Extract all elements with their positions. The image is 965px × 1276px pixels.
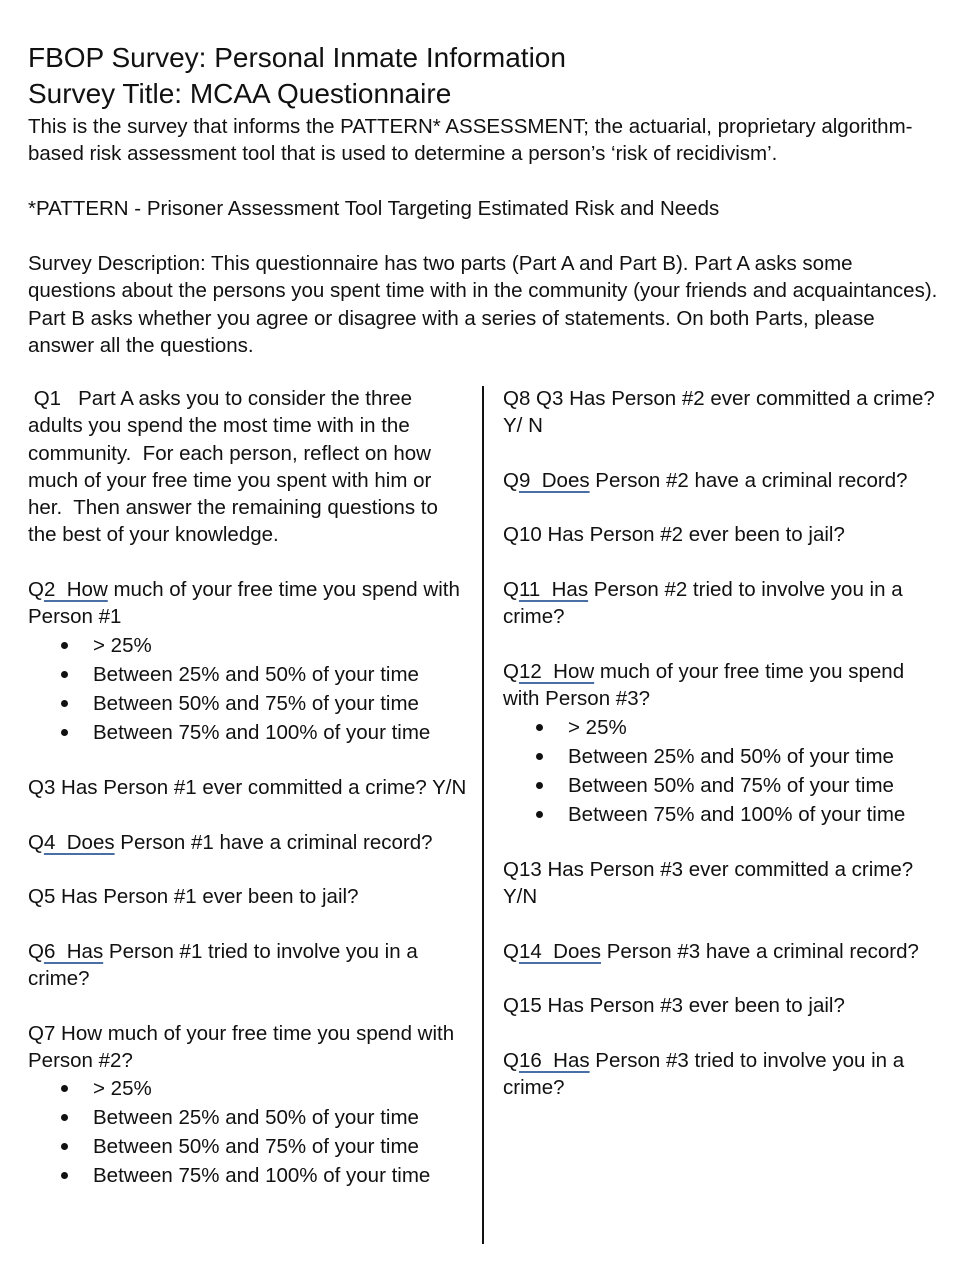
- answer-option: [503, 742, 943, 771]
- survey-heading: FBOP Survey: Personal Inmate Information: [28, 42, 566, 73]
- question-link-q9[interactable]: 9 Does: [518, 468, 590, 492]
- question-q4: [28, 829, 470, 856]
- answer-option: [503, 771, 943, 800]
- option-label: Between 75% and 100% of your time: [93, 1164, 431, 1188]
- question-text: Person #3 have a criminal record?: [601, 939, 919, 963]
- intro-paragraph: This is the survey that informs the PATTERN* ASSESSMENT; the actuarial, proprietary algorithm-based risk assessment tool that is used to determine a person’s ‘risk of recidivism’.: [28, 115, 913, 166]
- answer-option: [28, 1074, 470, 1103]
- question-q16: [503, 1047, 943, 1102]
- question-text: much of your free time you spend with Person #3?: [503, 659, 905, 711]
- question-q6: [28, 938, 470, 993]
- right-column: [503, 385, 952, 1129]
- question-prefix: Q: [503, 578, 519, 602]
- question-text: Person #2 have a criminal record?: [589, 468, 908, 492]
- option-label: Between 75% and 100% of your time: [568, 802, 906, 826]
- question-link-q16[interactable]: 16 Has: [518, 1048, 590, 1072]
- answer-option: [28, 1132, 470, 1161]
- answer-option: [28, 660, 470, 689]
- answer-options-q2: [28, 631, 470, 747]
- column-divider: [482, 386, 484, 1244]
- question-q5: Q5 Has Person #1 ever been to jail?: [28, 885, 359, 909]
- question-prefix: Q: [503, 939, 519, 963]
- option-label: Between 50% and 75% of your time: [93, 691, 419, 715]
- question-q8: Q8 Q3 Has Person #2 ever committed a crime? Y/ N: [503, 387, 952, 438]
- question-text: Person #1 have a criminal record?: [114, 830, 433, 854]
- question-q7: [28, 1020, 470, 1191]
- question-q12: [503, 658, 943, 829]
- question-link-q14[interactable]: 14 Does: [518, 939, 602, 963]
- option-label: Between 25% and 50% of your time: [93, 1106, 419, 1130]
- question-text: much of your free time you spend with Person #1: [28, 578, 460, 629]
- bullet-icon: [536, 724, 543, 731]
- pattern-definition: *PATTERN - Prisoner Assessment Tool Targeting Estimated Risk and Needs: [28, 197, 720, 220]
- option-label: > 25%: [568, 715, 627, 739]
- option-label: Between 50% and 75% of your time: [568, 773, 894, 797]
- option-label: > 25%: [93, 1077, 152, 1101]
- question-text: Person #3 tried to involve you in a crime?: [503, 1048, 905, 1100]
- question-prefix: Q: [503, 468, 519, 492]
- question-link-q11[interactable]: 11 Has: [518, 578, 589, 602]
- survey-description: Survey Description: This questionnaire has two parts (Part A and Part B). Part A asks some questions about the persons you spent time with in the community (your friends and acquaintances). Part B asks whether you agree or disagree with a series of statements. On both Parts, please answer all the questions.: [28, 252, 938, 357]
- bullet-icon: [536, 753, 543, 760]
- answer-option: [28, 631, 470, 660]
- survey-title: Survey Title: MCAA Questionnaire: [28, 78, 452, 109]
- answer-option: [503, 800, 943, 829]
- bullet-icon: [61, 642, 68, 649]
- question-q1: Q1 Part A asks you to consider the three adults you spend the most time with in the community. For each person, reflect on how much of your free time you spent with him or her. Then answer the remaining questions to the best of your knowledge.: [28, 387, 444, 547]
- bullet-icon: [61, 671, 68, 678]
- question-q9: [503, 467, 943, 494]
- question-q10: Q10 Has Person #2 ever been to jail?: [503, 523, 845, 547]
- question-text: Person #1 tried to involve you in a crime?: [28, 939, 418, 991]
- question-q15: Q15 Has Person #3 ever been to jail?: [503, 994, 845, 1018]
- bullet-icon: [61, 700, 68, 707]
- answer-option: [28, 689, 470, 718]
- option-label: Between 25% and 50% of your time: [568, 744, 894, 768]
- option-label: Between 75% and 100% of your time: [93, 720, 431, 744]
- question-q13: Q13 Has Person #3 ever committed a crime? Y/N: [503, 857, 925, 909]
- question-link-q4[interactable]: 4 Does: [43, 830, 115, 854]
- question-text: Person #2 tried to involve you in a crime?: [503, 578, 903, 629]
- left-column: [28, 385, 470, 1218]
- option-label: Between 25% and 50% of your time: [93, 662, 419, 686]
- answer-option: [28, 718, 470, 747]
- bullet-icon: [61, 1172, 68, 1179]
- question-prefix: Q: [503, 659, 519, 683]
- answer-option: [503, 713, 943, 742]
- question-link-q2[interactable]: 2 How: [43, 578, 108, 602]
- answer-option: [28, 1161, 470, 1190]
- question-prefix: Q: [503, 1048, 519, 1072]
- option-label: Between 50% and 75% of your time: [93, 1135, 419, 1159]
- bullet-icon: [536, 782, 543, 789]
- question-q11: [503, 576, 943, 631]
- answer-options-q12: [503, 713, 943, 829]
- option-label: > 25%: [93, 633, 152, 657]
- question-prefix: Q: [28, 830, 44, 854]
- question-prefix: Q: [28, 578, 44, 602]
- bullet-icon: [61, 1114, 68, 1121]
- bullet-icon: [61, 1143, 68, 1150]
- bullet-icon: [61, 729, 68, 736]
- question-link-q12[interactable]: 12 How: [518, 659, 595, 683]
- question-prefix: Q: [28, 939, 44, 963]
- question-q3: Q3 Has Person #1 ever committed a crime? Y/N: [28, 775, 467, 799]
- question-q2: [28, 576, 470, 747]
- answer-options-q7: [28, 1074, 470, 1190]
- answer-option: [28, 1103, 470, 1132]
- question-link-q6[interactable]: 6 Has: [43, 939, 104, 963]
- bullet-icon: [61, 1085, 68, 1092]
- bullet-icon: [536, 811, 543, 818]
- question-q14: [503, 938, 943, 965]
- question-text: Q7 How much of your free time you spend with Person #2?: [28, 1021, 455, 1072]
